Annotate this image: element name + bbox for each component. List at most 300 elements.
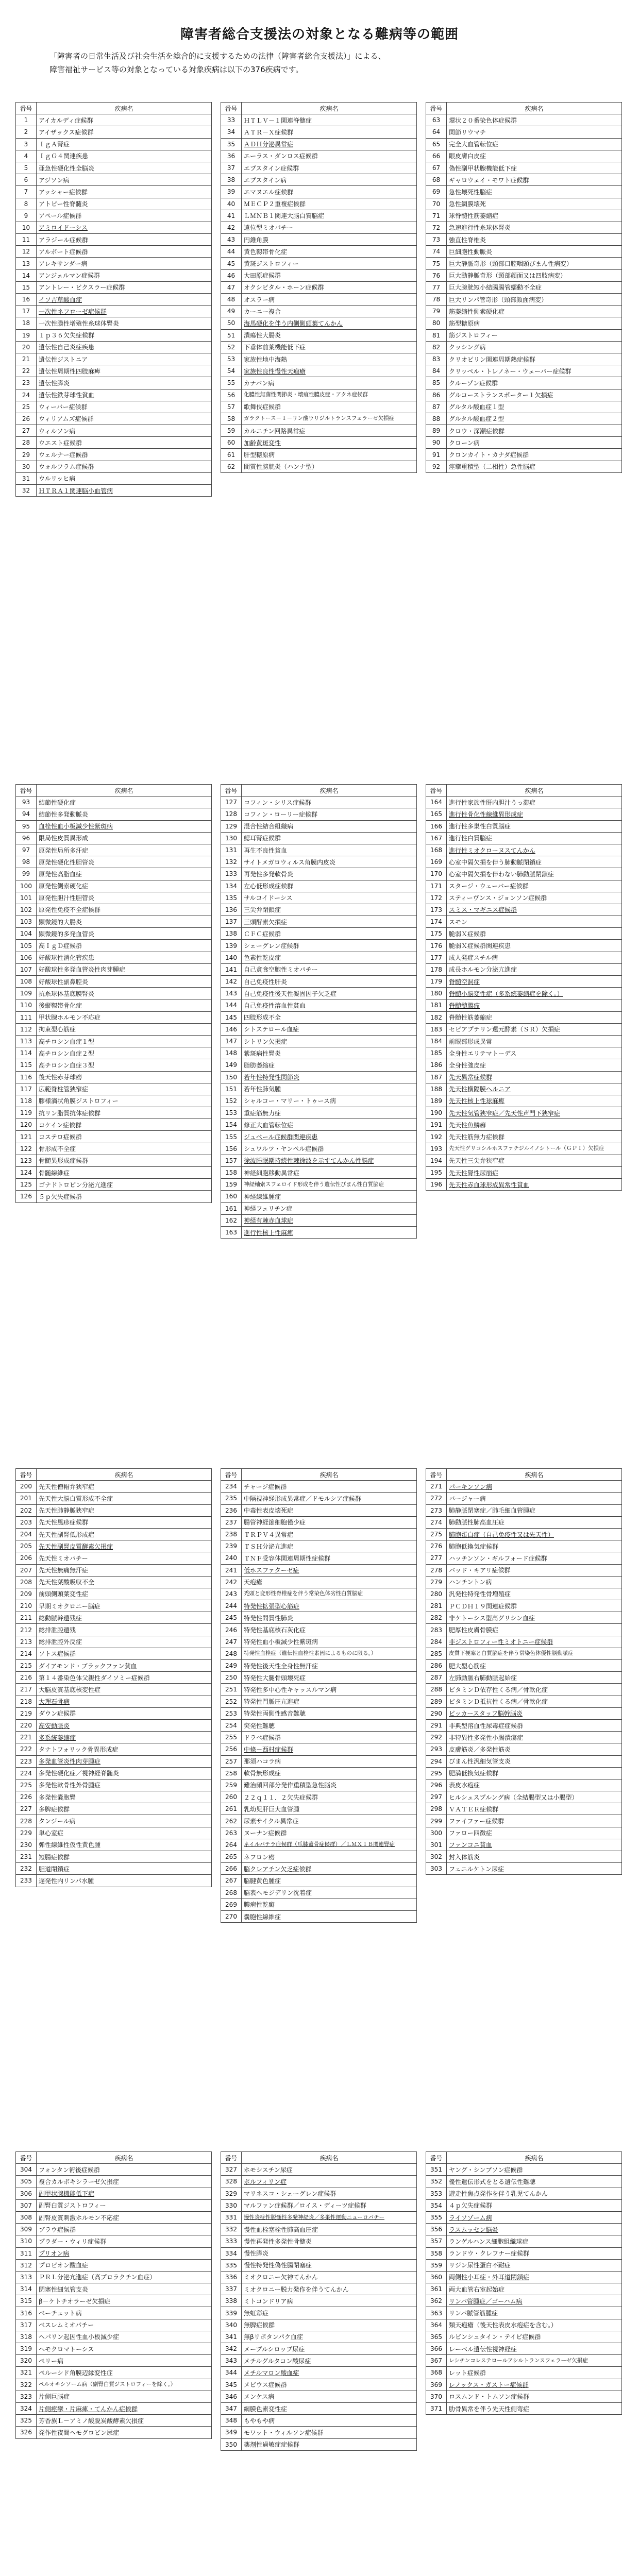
disease-name: ホモシスチン尿症 bbox=[242, 2164, 417, 2176]
disease-number: 362 bbox=[426, 2295, 447, 2307]
table-row bbox=[426, 1131, 622, 1143]
disease-name: 原発性免疫不全症候群 bbox=[37, 904, 212, 916]
disease-number: 167 bbox=[426, 832, 447, 844]
disease-name: 高ＩｇＤ症候群 bbox=[37, 940, 212, 952]
disease-number: 352 bbox=[426, 2176, 447, 2188]
disease-name: 優性遺伝形式をとる遺伝性難聴 bbox=[447, 2176, 622, 2188]
disease-number: 206 bbox=[16, 1552, 37, 1564]
disease-number: 130 bbox=[221, 832, 242, 844]
header-number: 番号 bbox=[16, 1469, 37, 1481]
disease-number: 356 bbox=[426, 2224, 447, 2235]
disease-name: バージャー病 bbox=[447, 1493, 622, 1504]
table-row bbox=[426, 1779, 622, 1791]
disease-name: 高安動脈炎 bbox=[37, 1719, 212, 1731]
table-row bbox=[16, 1672, 212, 1684]
table-row bbox=[426, 2379, 622, 2391]
table-row bbox=[16, 449, 212, 461]
disease-number: 155 bbox=[221, 1131, 242, 1143]
table-row bbox=[426, 306, 622, 317]
table-row bbox=[426, 162, 622, 174]
disease-name: 神経フェリチン症 bbox=[242, 1202, 417, 1214]
disease-name: 巨大静脈奇形（頸部口腔咽頭びまん性病変） bbox=[447, 258, 622, 269]
disease-number: 78 bbox=[426, 294, 447, 306]
table-row bbox=[16, 1696, 212, 1707]
disease-name: 尿素サイクル異常症 bbox=[242, 1815, 417, 1827]
disease-name: 先天性僧帽弁狭窄症 bbox=[37, 1481, 212, 1493]
disease-name: 両側性小耳症・外耳道閉鎖症 bbox=[447, 2271, 622, 2283]
disease-name: パーキンソン病 bbox=[447, 1481, 622, 1493]
table-row bbox=[16, 892, 212, 904]
table-row bbox=[16, 425, 212, 437]
table-row bbox=[426, 294, 622, 306]
disease-name: エプスタイン症候群 bbox=[242, 162, 417, 174]
table-row bbox=[16, 1504, 212, 1516]
disease-number: 72 bbox=[426, 222, 447, 233]
disease-number: 11 bbox=[16, 234, 37, 246]
disease-number: 89 bbox=[426, 425, 447, 437]
disease-number: 205 bbox=[16, 1540, 37, 1552]
table-row bbox=[16, 1107, 212, 1119]
disease-name: フォンタン術後症候群 bbox=[37, 2164, 212, 2176]
table-row bbox=[221, 1732, 417, 1743]
disease-name: 心室中隔欠損を伴う肺動脈閉鎖症 bbox=[447, 856, 622, 868]
disease-name: 神経細胞移動異常症 bbox=[242, 1167, 417, 1179]
disease-number: 29 bbox=[16, 449, 37, 461]
disease-name: 先天性筋無力症候群 bbox=[447, 1131, 622, 1143]
disease-number: 175 bbox=[426, 928, 447, 940]
disease-number: 298 bbox=[426, 1803, 447, 1815]
disease-number: 258 bbox=[221, 1767, 242, 1779]
disease-name: 多系統萎縮症 bbox=[37, 1732, 212, 1743]
disease-number: 179 bbox=[426, 976, 447, 988]
disease-name: 脆弱Ｘ症候群関連疾患 bbox=[447, 940, 622, 952]
disease-number: 30 bbox=[16, 461, 37, 472]
disease-name: 副腎白質ジストロフィー bbox=[37, 2199, 212, 2211]
table-row bbox=[221, 269, 417, 281]
disease-name: レーベル遺伝性視神経症 bbox=[447, 2343, 622, 2355]
disease-number: 268 bbox=[221, 1887, 242, 1899]
table-row bbox=[16, 1047, 212, 1059]
table-row bbox=[426, 2391, 622, 2402]
table-row bbox=[221, 1011, 417, 1023]
disease-name: 総排泄腔外反症 bbox=[37, 1636, 212, 1648]
disease-name: 先天性無痛無汗症 bbox=[37, 1564, 212, 1576]
disease-name: チャージ症候群 bbox=[242, 1481, 417, 1493]
disease-number: 92 bbox=[426, 461, 447, 472]
disease-number: 371 bbox=[426, 2402, 447, 2414]
disease-name: プラダー・ウィリ症候群 bbox=[37, 2235, 212, 2247]
table-row bbox=[16, 2235, 212, 2247]
disease-number: 194 bbox=[426, 1155, 447, 1166]
disease-number: 287 bbox=[426, 1672, 447, 1684]
disease-name: 遊走性焦点発作を伴う乳児てんかん bbox=[447, 2188, 622, 2199]
table-row bbox=[221, 1660, 417, 1672]
disease-number: 274 bbox=[426, 1516, 447, 1528]
disease-number: 17 bbox=[16, 306, 37, 317]
table-row bbox=[221, 2355, 417, 2367]
table-row bbox=[16, 126, 212, 138]
disease-name: 第１４番染色体父親性ダイソミー症候群 bbox=[37, 1672, 212, 1684]
disease-name: ＣＦＣ症候群 bbox=[242, 928, 417, 940]
disease-name: 巨大動静脈奇形（頸部顔面又は四肢病変） bbox=[447, 269, 622, 281]
disease-name: 膿疱性乾癬 bbox=[242, 1899, 417, 1910]
disease-name: 先天性気管狭窄症／先天性声門下狭窄症 bbox=[447, 1107, 622, 1119]
disease-name: サイトメガロウィルス角膜内皮炎 bbox=[242, 856, 417, 868]
disease-name: 徐波睡眠期持続性棘徐波を示すてんかん性脳症 bbox=[242, 1155, 417, 1166]
disease-number: 148 bbox=[221, 1047, 242, 1059]
disease-name: 特発性大腿骨頭壊死症 bbox=[242, 1672, 417, 1684]
disease-number: 45 bbox=[221, 258, 242, 269]
disease-number: 40 bbox=[221, 198, 242, 210]
disease-name: 黄斑ジストロフィー bbox=[242, 258, 417, 269]
disease-number: 137 bbox=[221, 916, 242, 928]
intro-line-1: 「障害者の日常生活及び社会生活を総合的に支援するための法律（障害者総合支援法）」による、 bbox=[49, 52, 386, 61]
table-row bbox=[16, 114, 212, 126]
table-row bbox=[221, 1504, 417, 1516]
table-row bbox=[16, 2211, 212, 2223]
table-row bbox=[426, 1707, 622, 1719]
disease-number: 62 bbox=[221, 461, 242, 472]
disease-number: 234 bbox=[221, 1481, 242, 1493]
disease-name: 特発性多中心性キャッスルマン病 bbox=[242, 1684, 417, 1696]
disease-number: 255 bbox=[221, 1732, 242, 1743]
table-row bbox=[16, 1660, 212, 1672]
disease-name: 神経線維腫症 bbox=[242, 1191, 417, 1202]
header-number: 番号 bbox=[221, 2152, 242, 2164]
disease-name: アントレー・ビクスラー症候群 bbox=[37, 281, 212, 293]
disease-number: 357 bbox=[426, 2235, 447, 2247]
table-row bbox=[426, 1035, 622, 1047]
disease-name: ミトコンドリア病 bbox=[242, 2295, 417, 2307]
disease-name: ＴＲＰＶ４異常症 bbox=[242, 1528, 417, 1540]
disease-name: 特発性拡張型心筋症 bbox=[242, 1600, 417, 1612]
table-row bbox=[16, 2283, 212, 2295]
disease-name: 先天性三尖弁狭窄症 bbox=[447, 1155, 622, 1166]
table-row bbox=[16, 1095, 212, 1107]
table-row bbox=[221, 1493, 417, 1504]
disease-name: ラスムッセン脳炎 bbox=[447, 2224, 622, 2235]
disease-number: 114 bbox=[16, 1047, 37, 1059]
disease-number: 138 bbox=[221, 928, 242, 940]
disease-number: 355 bbox=[426, 2211, 447, 2223]
disease-name: 急性壊死性脳症 bbox=[447, 186, 622, 198]
disease-number: 252 bbox=[221, 1696, 242, 1707]
disease-number: 246 bbox=[221, 1624, 242, 1636]
disease-name: 強直性脊椎炎 bbox=[447, 234, 622, 246]
disease-number: 21 bbox=[16, 353, 37, 365]
disease-number: 64 bbox=[426, 126, 447, 138]
disease-name: ジュベール症候群関連疾患 bbox=[242, 1131, 417, 1143]
header-number: 番号 bbox=[221, 1469, 242, 1481]
disease-number: 156 bbox=[221, 1143, 242, 1155]
disease-number: 283 bbox=[426, 1624, 447, 1636]
table-row bbox=[16, 2415, 212, 2427]
table-row bbox=[426, 329, 622, 341]
disease-number: 328 bbox=[221, 2176, 242, 2188]
disease-name: ウィルソン病 bbox=[37, 425, 212, 437]
disease-number: 139 bbox=[221, 940, 242, 952]
disease-number: 261 bbox=[221, 1803, 242, 1815]
table-row bbox=[16, 174, 212, 186]
table-row bbox=[16, 413, 212, 425]
disease-number: 77 bbox=[426, 281, 447, 293]
table-row bbox=[16, 1863, 212, 1875]
disease-name: 脊髄髄膜瘤 bbox=[447, 999, 622, 1011]
disease-name: 肥厚性皮膚骨膜症 bbox=[447, 1624, 622, 1636]
disease-name: ファロー四徴症 bbox=[447, 1827, 622, 1839]
disease-number: 202 bbox=[16, 1504, 37, 1516]
disease-number: 277 bbox=[426, 1552, 447, 1564]
table-row bbox=[426, 449, 622, 461]
disease-name: グルコーストランスポーター１欠損症 bbox=[447, 389, 622, 401]
disease-number: 300 bbox=[426, 1827, 447, 1839]
table-row bbox=[16, 1059, 212, 1071]
disease-name: ポルフィリン症 bbox=[242, 2176, 417, 2188]
disease-name: 多脾症候群 bbox=[37, 1803, 212, 1815]
disease-name: ヘモクロマトーシス bbox=[37, 2343, 212, 2355]
table-row bbox=[16, 246, 212, 258]
disease-number: 106 bbox=[16, 952, 37, 963]
disease-name: ネイルパテラ症候群（爪膝蓋骨症候群）／ＬＭＸ１Ｂ関連腎症 bbox=[242, 1839, 417, 1851]
table-row bbox=[426, 1179, 622, 1191]
table-row bbox=[221, 916, 417, 928]
disease-name: 色素性乾皮症 bbox=[242, 952, 417, 963]
table-row bbox=[16, 1624, 212, 1636]
disease-name: 慢性炎症性脱髄性多発神経炎／多巣性運動ニューロパチー bbox=[242, 2211, 417, 2223]
disease-name: 重症筋無力症 bbox=[242, 1107, 417, 1119]
header-disease-name: 疾病名 bbox=[242, 785, 417, 796]
table-row bbox=[16, 1719, 212, 1731]
table-row bbox=[221, 1481, 417, 1493]
disease-name: 無βリポタンパク血症 bbox=[242, 2331, 417, 2343]
disease-number: 102 bbox=[16, 904, 37, 916]
disease-number: 185 bbox=[426, 1047, 447, 1059]
disease-name: ＭＥＣＰ２重複症候群 bbox=[242, 198, 417, 210]
table-row bbox=[221, 2415, 417, 2427]
disease-number: 191 bbox=[426, 1119, 447, 1131]
disease-number: 350 bbox=[221, 2438, 242, 2450]
disease-number: 171 bbox=[426, 880, 447, 892]
table-row bbox=[221, 437, 417, 449]
disease-number: 99 bbox=[16, 868, 37, 880]
table-row bbox=[221, 2247, 417, 2259]
header-number: 番号 bbox=[426, 103, 447, 114]
table-row bbox=[426, 341, 622, 353]
disease-number: 366 bbox=[426, 2343, 447, 2355]
disease-name: 突発性難聴 bbox=[242, 1719, 417, 1731]
disease-number: 8 bbox=[16, 198, 37, 210]
disease-number: 33 bbox=[221, 114, 242, 126]
disease-number: 52 bbox=[221, 341, 242, 353]
disease-name: 脂肪萎縮症 bbox=[242, 1059, 417, 1071]
disease-number: 22 bbox=[16, 365, 37, 377]
table-row bbox=[16, 2247, 212, 2259]
disease-number: 164 bbox=[426, 796, 447, 808]
disease-name: びまん性汎細気管支炎 bbox=[447, 1755, 622, 1767]
table-row bbox=[16, 796, 212, 808]
table-row bbox=[16, 844, 212, 856]
disease-name: 限局性皮質異形成 bbox=[37, 832, 212, 844]
header-disease-name: 疾病名 bbox=[447, 1469, 622, 1481]
disease-name: 慢性血栓塞栓性肺高血圧症 bbox=[242, 2224, 417, 2235]
disease-name: ビタミンＤ依存性くる病／骨軟化症 bbox=[447, 1684, 622, 1696]
table-row bbox=[426, 1648, 622, 1659]
disease-name: 自己貪食空胞性ミオパチー bbox=[242, 963, 417, 975]
disease-number: 87 bbox=[426, 401, 447, 413]
disease-number: 331 bbox=[221, 2211, 242, 2223]
table-row bbox=[16, 437, 212, 449]
header-disease-name: 疾病名 bbox=[242, 103, 417, 114]
disease-name: 脳腱黄色腫症 bbox=[242, 1875, 417, 1887]
table-row bbox=[16, 1035, 212, 1047]
disease-name: 進行性多巣性白質脳症 bbox=[447, 820, 622, 832]
disease-number: 208 bbox=[16, 1576, 37, 1588]
disease-number: 222 bbox=[16, 1743, 37, 1755]
disease-number: 348 bbox=[221, 2415, 242, 2427]
table-row bbox=[426, 1552, 622, 1564]
table-row bbox=[16, 952, 212, 963]
table-row bbox=[221, 150, 417, 162]
disease-number: 329 bbox=[221, 2188, 242, 2199]
disease-number: 120 bbox=[16, 1119, 37, 1131]
table-row bbox=[426, 940, 622, 952]
table-row bbox=[16, 2176, 212, 2188]
disease-number: 12 bbox=[16, 246, 37, 258]
table-row bbox=[221, 1636, 417, 1648]
disease-name: 多発性軟骨性外骨腫症 bbox=[37, 1779, 212, 1791]
disease-number: 34 bbox=[221, 126, 242, 138]
table-row bbox=[16, 2331, 212, 2343]
table-row bbox=[221, 1528, 417, 1540]
disease-number: 296 bbox=[426, 1779, 447, 1791]
disease-number: 295 bbox=[426, 1767, 447, 1779]
disease-number: 42 bbox=[221, 222, 242, 233]
disease-number: 129 bbox=[221, 820, 242, 832]
disease-number: 339 bbox=[221, 2307, 242, 2319]
disease-name: 遺伝性膵炎 bbox=[37, 377, 212, 389]
disease-name: マリネスコ・シェーグレン症候群 bbox=[242, 2188, 417, 2199]
disease-number: 365 bbox=[426, 2331, 447, 2343]
table-row bbox=[221, 1684, 417, 1696]
disease-name: ハンチントン病 bbox=[447, 1576, 622, 1588]
disease-number: 292 bbox=[426, 1732, 447, 1743]
disease-name: 閉塞性細気管支炎 bbox=[37, 2283, 212, 2295]
disease-name: グルタル酸血症１型 bbox=[447, 401, 622, 413]
table-row bbox=[16, 1815, 212, 1827]
table-row bbox=[16, 1732, 212, 1743]
disease-name: メチルマロン酸血症 bbox=[242, 2367, 417, 2379]
disease-number: 316 bbox=[16, 2307, 37, 2319]
header-disease-name: 疾病名 bbox=[37, 1469, 212, 1481]
disease-name: 進行性核上性麻痺 bbox=[242, 1226, 417, 1238]
disease-name: 好酸球性多発血管炎性肉芽腫症 bbox=[37, 963, 212, 975]
table-row bbox=[426, 892, 622, 904]
table-row bbox=[426, 904, 622, 916]
disease-number: 85 bbox=[426, 377, 447, 389]
table-row bbox=[221, 1779, 417, 1791]
disease-number: 101 bbox=[16, 892, 37, 904]
disease-name: ファイファー症候群 bbox=[447, 1815, 622, 1827]
disease-name: エマヌエル症候群 bbox=[242, 186, 417, 198]
disease-name: 先天性葉酸吸収不全 bbox=[37, 1576, 212, 1588]
table-row bbox=[221, 1226, 417, 1238]
table-row bbox=[221, 2379, 417, 2391]
disease-number: 100 bbox=[16, 880, 37, 892]
disease-number: 111 bbox=[16, 1011, 37, 1023]
table-row bbox=[16, 1552, 212, 1564]
disease-table bbox=[15, 1468, 212, 1887]
table-row bbox=[221, 963, 417, 975]
disease-number: 278 bbox=[426, 1564, 447, 1576]
disease-number: 265 bbox=[221, 1851, 242, 1863]
disease-number: 364 bbox=[426, 2319, 447, 2331]
disease-name: ウルリッヒ病 bbox=[37, 472, 212, 484]
disease-name: 化膿性無菌性関節炎・壊疽性膿皮症・アクネ症候群 bbox=[242, 389, 417, 401]
disease-name: 巨大リンパ管奇形（頸部顔面病変） bbox=[447, 294, 622, 306]
table-header-row bbox=[221, 103, 417, 114]
disease-number: 275 bbox=[426, 1528, 447, 1540]
disease-name: 先天性腎性尿崩症 bbox=[447, 1167, 622, 1179]
disease-number: 84 bbox=[426, 365, 447, 377]
disease-number: 182 bbox=[426, 1011, 447, 1023]
disease-name: ハッチンソン・ギルフォード症候群 bbox=[447, 1552, 622, 1564]
table-row bbox=[426, 1576, 622, 1588]
disease-number: 215 bbox=[16, 1660, 37, 1672]
disease-number: 134 bbox=[221, 880, 242, 892]
table-row bbox=[16, 377, 212, 389]
disease-number: 289 bbox=[426, 1696, 447, 1707]
disease-name: ヤング・シンプソン症候群 bbox=[447, 2164, 622, 2176]
table-row bbox=[221, 329, 417, 341]
table-row bbox=[426, 401, 622, 413]
disease-name: ダウン症候群 bbox=[37, 1707, 212, 1719]
table-row bbox=[426, 1167, 622, 1179]
disease-number: 315 bbox=[16, 2295, 37, 2307]
disease-name: 進行性白質脳症 bbox=[447, 832, 622, 844]
disease-name: 難治頻回部分発作重積型急性脳炎 bbox=[242, 1779, 417, 1791]
disease-number: 143 bbox=[221, 988, 242, 999]
table-row bbox=[426, 174, 622, 186]
disease-name: シャルコー・マリー・トゥース病 bbox=[242, 1095, 417, 1107]
disease-name: 多発性嚢胞腎 bbox=[37, 1791, 212, 1803]
table-row bbox=[426, 2247, 622, 2259]
table-row bbox=[16, 281, 212, 293]
table-row bbox=[16, 1636, 212, 1648]
header-disease-name: 疾病名 bbox=[242, 1469, 417, 1481]
disease-name: ペルーシド角膜辺縁変性症 bbox=[37, 2367, 212, 2379]
disease-name: 先天性肺静脈狭窄症 bbox=[37, 1504, 212, 1516]
disease-number: 38 bbox=[221, 174, 242, 186]
disease-name: ＨＴＬＶ－１関連脊髄症 bbox=[242, 114, 417, 126]
table-row bbox=[16, 317, 212, 329]
disease-name: 薬剤性過敏症症候群 bbox=[242, 2438, 417, 2450]
disease-number: 133 bbox=[221, 868, 242, 880]
table-row bbox=[221, 988, 417, 999]
table-row bbox=[221, 1191, 417, 1202]
disease-number: 44 bbox=[221, 246, 242, 258]
disease-number: 230 bbox=[16, 1839, 37, 1851]
disease-number: 63 bbox=[426, 114, 447, 126]
table-row bbox=[221, 425, 417, 437]
disease-number: 15 bbox=[16, 281, 37, 293]
table-row bbox=[426, 413, 622, 425]
table-row bbox=[426, 377, 622, 389]
disease-number: 32 bbox=[16, 485, 37, 497]
table-row bbox=[426, 1684, 622, 1696]
table-row bbox=[16, 2367, 212, 2379]
table-row bbox=[221, 2188, 417, 2199]
disease-name: カーニー複合 bbox=[242, 306, 417, 317]
